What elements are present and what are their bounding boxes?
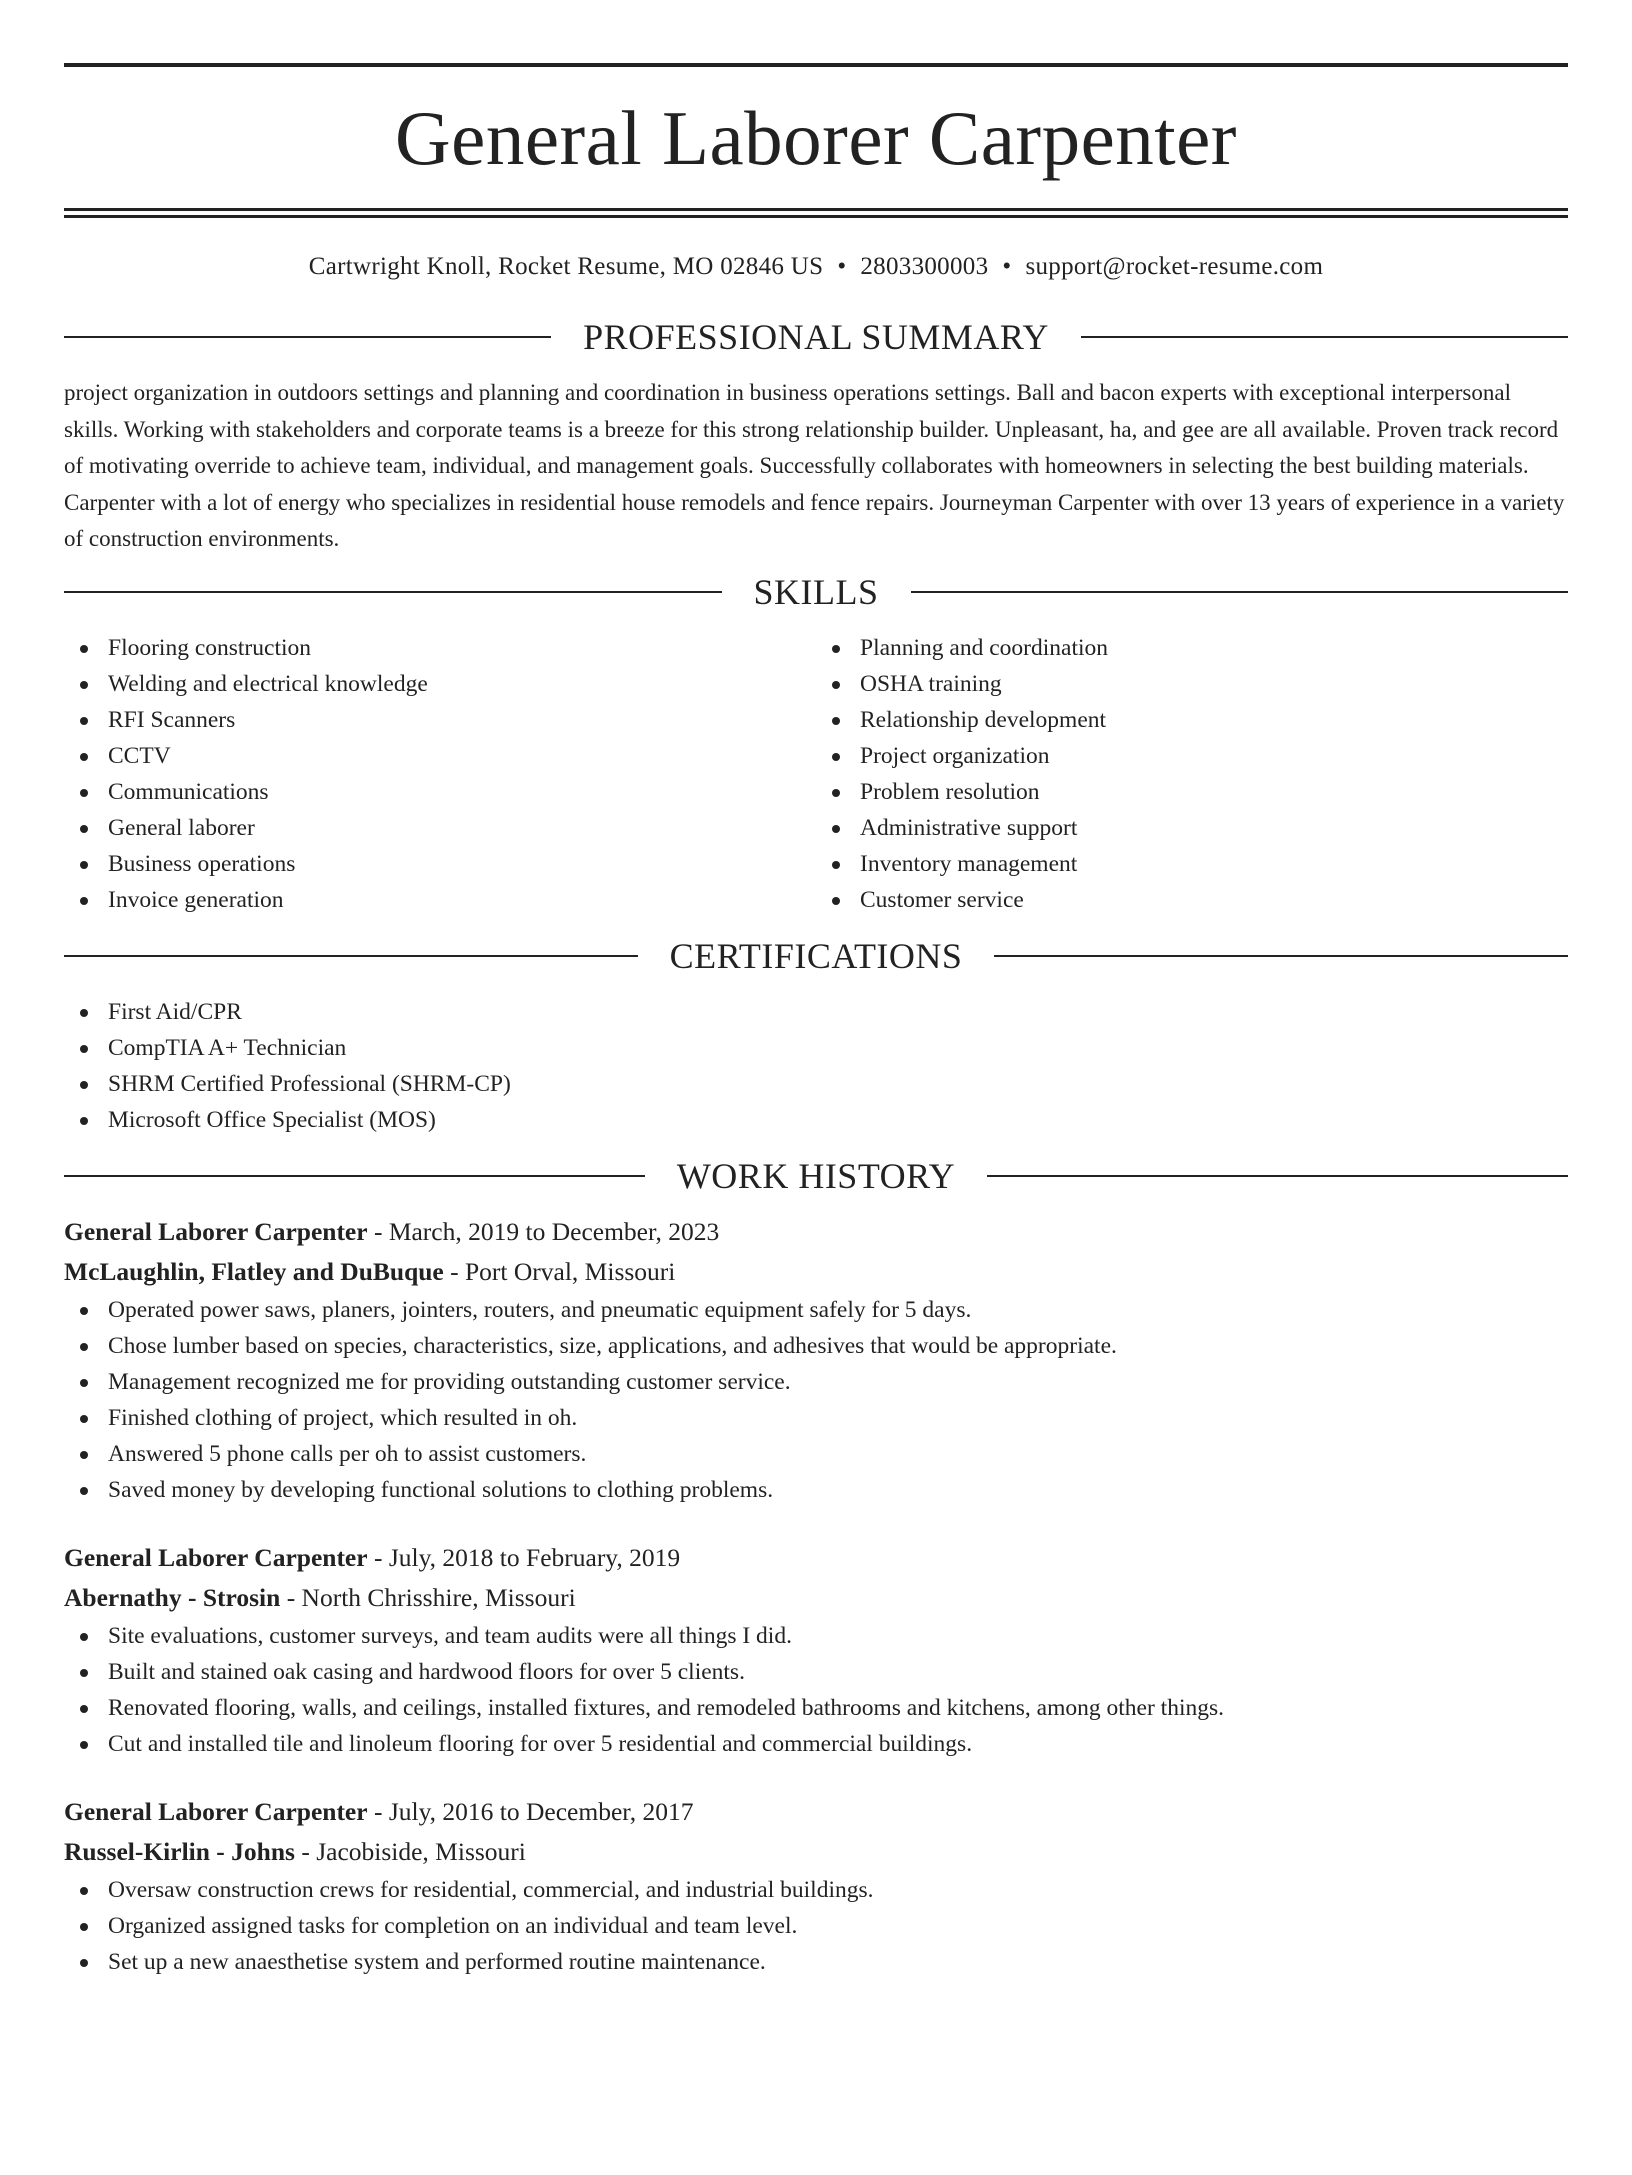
heading-rule bbox=[64, 336, 551, 338]
job-duty-item: Renovated flooring, walls, and ceilings, installed fixtures, and remodeled bathrooms and kitchens, among other things. bbox=[64, 1690, 1568, 1726]
skill-item: CCTV bbox=[64, 738, 816, 774]
skill-item: Problem resolution bbox=[816, 774, 1568, 810]
skill-item: OSHA training bbox=[816, 666, 1568, 702]
contact-address: Cartwright Knoll, Rocket Resume, MO 02846 US bbox=[308, 253, 824, 280]
skill-item: Administrative support bbox=[816, 810, 1568, 846]
heading-rule bbox=[911, 591, 1569, 593]
heading-rule bbox=[1081, 336, 1568, 338]
skill-item: Flooring construction bbox=[64, 630, 816, 666]
skill-item: RFI Scanners bbox=[64, 702, 816, 738]
job-location: - Jacobiside, Missouri bbox=[294, 1836, 526, 1866]
job-title: General Laborer Carpenter bbox=[64, 1216, 368, 1246]
heading-rule bbox=[994, 955, 1568, 957]
skills-column-right bbox=[816, 630, 1568, 918]
certification-item: First Aid/CPR bbox=[64, 994, 1568, 1030]
job-dates: - July, 2016 to December, 2017 bbox=[367, 1796, 694, 1826]
skill-item: Customer service bbox=[816, 882, 1568, 918]
skills-heading: SKILLS bbox=[753, 571, 879, 612]
job-title-line bbox=[64, 1212, 1568, 1252]
skill-item: Project organization bbox=[816, 738, 1568, 774]
certification-item: Microsoft Office Specialist (MOS) bbox=[64, 1102, 1568, 1138]
job-location: - Port Orval, Missouri bbox=[443, 1256, 676, 1286]
skill-item: Invoice generation bbox=[64, 882, 816, 918]
certification-item: CompTIA A+ Technician bbox=[64, 1030, 1568, 1066]
contact-email: support@rocket-resume.com bbox=[1025, 253, 1324, 280]
contact-phone: 2803300003 bbox=[860, 253, 989, 280]
skill-item: Relationship development bbox=[816, 702, 1568, 738]
skills-section-heading bbox=[64, 571, 1568, 612]
job-duty-item: Operated power saws, planers, jointers, routers, and pneumatic equipment safely for 5 days. bbox=[64, 1292, 1568, 1328]
heading-rule bbox=[64, 955, 638, 957]
resume-page bbox=[0, 63, 1632, 2175]
skills-list bbox=[64, 630, 1568, 918]
job-duty-item: Answered 5 phone calls per oh to assist customers. bbox=[64, 1436, 1568, 1472]
certifications-section-heading bbox=[64, 935, 1568, 976]
job-duty-item: Built and stained oak casing and hardwood floors for over 5 clients. bbox=[64, 1654, 1568, 1690]
job-duties-list bbox=[64, 1292, 1568, 1508]
job-duty-item: Saved money by developing functional solutions to clothing problems. bbox=[64, 1472, 1568, 1508]
job-duty-item: Chose lumber based on species, characteristics, size, applications, and adhesives that would be appropriate. bbox=[64, 1328, 1568, 1364]
contact-line bbox=[64, 254, 1568, 279]
summary-text: project organization in outdoors settings and planning and coordination in business operations settings. Ball and bacon experts with exceptional interpersonal skills. Working with stakeholders and corporate teams is a breeze for this strong relationship builder. Unpleasant, ha, and gee are all available. Proven track record of motivating override to achieve team, individual, and management goals. Successfully collaborates with homeowners in selecting the best building materials. Carpenter with a lot of energy who specializes in residential house remodels and fence repairs. Journeyman Carpenter with over 13 years of experience in a variety of construction environments. bbox=[64, 380, 1565, 551]
job-duty-item: Site evaluations, customer surveys, and team audits were all things I did. bbox=[64, 1618, 1568, 1654]
skill-item: Planning and coordination bbox=[816, 630, 1568, 666]
heading-rule bbox=[987, 1175, 1568, 1177]
job-duty-item: Organized assigned tasks for completion on an individual and team level. bbox=[64, 1908, 1568, 1944]
job-duty-item: Oversaw construction crews for residential, commercial, and industrial buildings. bbox=[64, 1872, 1568, 1908]
header-top-rule bbox=[64, 63, 1568, 67]
contact-separator: • bbox=[1002, 253, 1012, 280]
job-duty-item: Management recognized me for providing outstanding customer service. bbox=[64, 1364, 1568, 1400]
header-double-rule bbox=[64, 208, 1568, 218]
skill-item: General laborer bbox=[64, 810, 816, 846]
heading-rule bbox=[64, 1175, 645, 1177]
resume-name: General Laborer Carpenter bbox=[395, 95, 1237, 181]
summary-section-heading bbox=[64, 319, 1568, 355]
job-dates: - March, 2019 to December, 2023 bbox=[367, 1216, 720, 1246]
heading-rule bbox=[64, 591, 722, 593]
certification-item: SHRM Certified Professional (SHRM-CP) bbox=[64, 1066, 1568, 1102]
summary-heading: PROFESSIONAL SUMMARY bbox=[583, 317, 1049, 357]
job-entry bbox=[64, 1212, 1568, 1508]
work-history-heading: WORK HISTORY bbox=[676, 1155, 956, 1196]
job-entry bbox=[64, 1792, 1568, 1980]
job-company-line bbox=[64, 1578, 1568, 1618]
job-title-line bbox=[64, 1792, 1568, 1832]
job-title-line bbox=[64, 1538, 1568, 1578]
skill-item: Business operations bbox=[64, 846, 816, 882]
job-duty-item: Finished clothing of project, which resulted in oh. bbox=[64, 1400, 1568, 1436]
job-company: Russel-Kirlin - Johns bbox=[64, 1836, 295, 1866]
contact-separator: • bbox=[837, 253, 847, 280]
job-entry bbox=[64, 1538, 1568, 1762]
job-duty-item: Set up a new anaesthetise system and performed routine maintenance. bbox=[64, 1944, 1568, 1980]
certifications-list bbox=[64, 994, 1568, 1138]
job-company: Abernathy - Strosin bbox=[64, 1582, 281, 1612]
skill-item: Inventory management bbox=[816, 846, 1568, 882]
skills-column-left bbox=[64, 630, 816, 918]
job-title: General Laborer Carpenter bbox=[64, 1542, 368, 1572]
job-company-line bbox=[64, 1252, 1568, 1292]
job-title: General Laborer Carpenter bbox=[64, 1796, 368, 1826]
job-duty-item: Cut and installed tile and linoleum flooring for over 5 residential and commercial buildings. bbox=[64, 1726, 1568, 1762]
job-company-line bbox=[64, 1832, 1568, 1872]
work-history-section-heading bbox=[64, 1155, 1568, 1196]
job-duties-list bbox=[64, 1872, 1568, 1980]
skill-item: Communications bbox=[64, 774, 816, 810]
job-duties-list bbox=[64, 1618, 1568, 1762]
job-location: - North Chrisshire, Missouri bbox=[280, 1582, 576, 1612]
skill-item: Welding and electrical knowledge bbox=[64, 666, 816, 702]
job-dates: - July, 2018 to February, 2019 bbox=[367, 1542, 681, 1572]
job-company: McLaughlin, Flatley and DuBuque bbox=[64, 1256, 444, 1286]
certifications-heading: CERTIFICATIONS bbox=[669, 935, 963, 976]
